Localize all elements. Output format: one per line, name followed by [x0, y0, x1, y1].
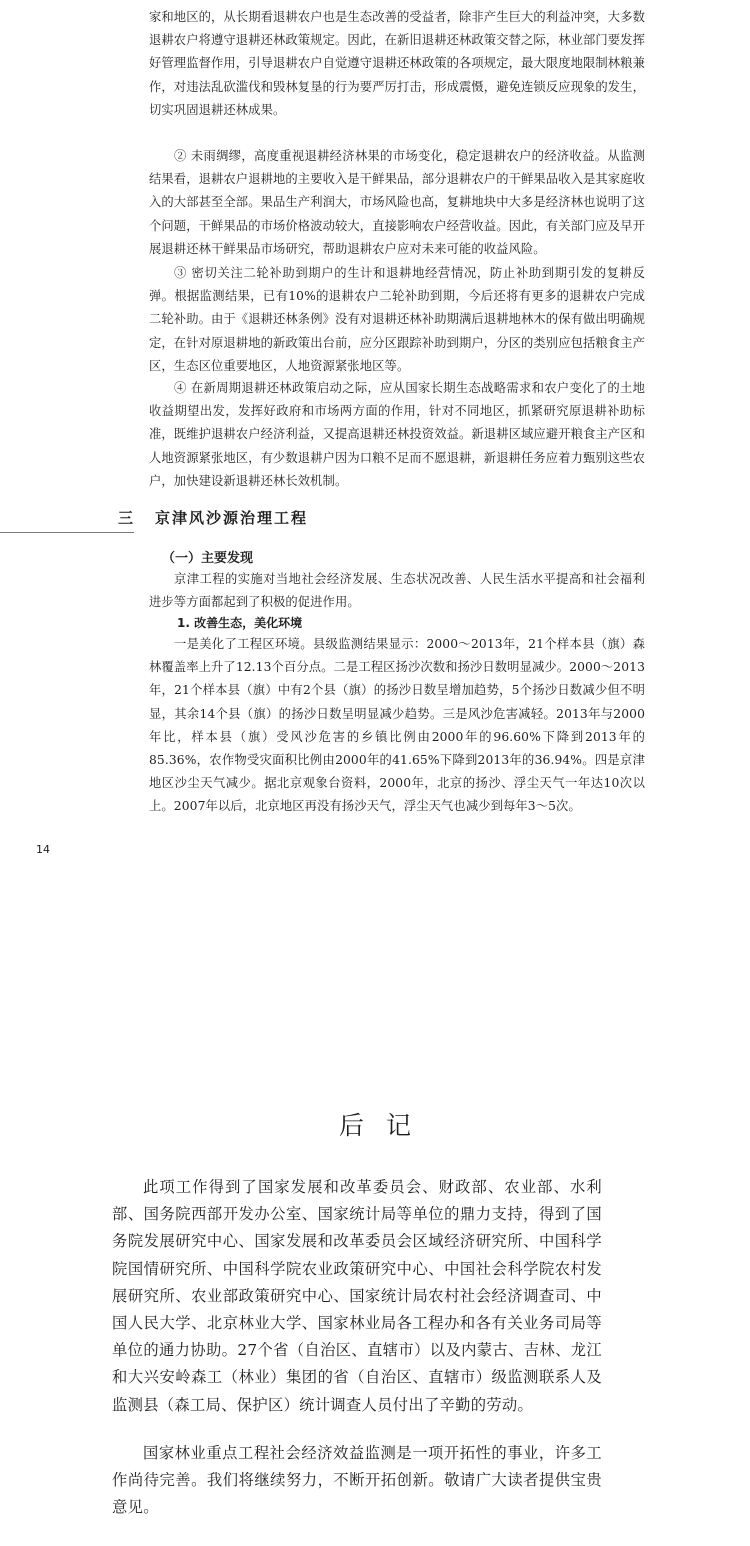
item-heading: 1. 改善生态，美化环境 [177, 616, 303, 630]
paragraph-market-risk: ② 未雨绸缪，高度重视退耕经济林果的市场变化，稳定退耕农户的经济收益。从监测结果看，退耕农户退耕地的主要收入是干鲜果品，部分退耕农户的干鲜果品收入是其家庭收入的大部甚至全部。果品生产利润大，市场风险也高，复耕地块中大多是经济林也说明了这个问题，干鲜果品的市场价格波动较大，直接影响农户经营收益。因此，有关部门应及早开展退耕还林干鲜果品市场研究，帮助退耕农户应对未来可能的收益风险。 [149, 149, 645, 256]
section-number: 三 [118, 509, 134, 527]
paragraph-subsidy-expiry: ③ 密切关注二轮补助到期户的生计和退耕地经营情况，防止补助到期引发的复耕反弹。根据监测结果，已有10%的退耕农户二轮补助到期，今后还将有更多的退耕农户完成二轮补助。由于《退耕还林条例》没有对退耕还林补助期满后退耕地林木的保有做出明确规定，在针对原退耕地的新政策出台前，应分区跟踪补助到期户，分区的类别应包括粮食主产区，生态区位重要地区，人地资源紧张地区等。 [149, 266, 645, 373]
paragraph-intro: 京津工程的实施对当地社会经济发展、生态状况改善、人民生活水平提高和社会福利进步等方面都起到了积极的促进作用。 [149, 572, 645, 610]
afterword-paragraph-1: 此项工作得到了国家发展和改革委员会、财政部、农业部、水利部、国务院西部开发办公室、国家统计局等单位的鼎力支持，得到了国务院发展研究中心、国家发展和改革委员会区域经济研究所、中国科学院国情研究所、中国科学院农业政策研究中心、中国社会科学院农村发展研究所、农业部政策研究中心、国家统计局农村社会经济调查司、中国人民大学、北京林业大学、国家林业局各工程办和各有关业务司局等单位的通力协助。27个省（自治区、直辖市）以及内蒙古、吉林、龙江和大兴安岭森工（林业）集团的省（自治区、直辖市）级监测联系人及监测县（森工局、保护区）统计调查人员付出了辛勤的劳动。 [112, 1178, 602, 1414]
subsection-heading: （一）主要发现 [162, 551, 254, 566]
paragraph-new-policy: ④ 在新周期退耕还林政策启动之际，应从国家长期生态战略需求和农户变化了的土地收益期望出发，发挥好政府和市场两方面的作用，针对不同地区，抓紧研究原退耕补助标准，既维护退耕农户经济利益，又提高退耕还林投资效益。新退耕区域应避开粮食主产区和人地资源紧张地区，有少数退耕户因为口粮不足而不愿退耕，新退耕任务应着力甄别这些农户，加快建设新退耕还林长效机制。 [149, 381, 645, 488]
afterword-title: 后记 [338, 1111, 433, 1140]
afterword-paragraph-2: 国家林业重点工程社会经济效益监测是一项开拓性的事业，许多工作尚待完善。我们将继续努力，不断开拓创新。敬请广大读者提供宝贵意见。 [112, 1444, 602, 1517]
afterword-page [0, 880, 750, 1546]
section-title: 京津风沙源治理工程 [155, 509, 309, 527]
page-number: 14 [36, 843, 50, 856]
paragraph-compliance: 家和地区的，从长期看退耕农户也是生态改善的受益者，除非产生巨大的利益冲突，大多数退耕农户将遵守退耕还林政策规定。因此，在新旧退耕还林政策交替之际，林业部门要发挥好管理监督作用，引导退耕农户自觉遵守退耕还林政策的各项规定，最大限度地限制林粮兼作，对违法乱砍滥伐和毁林复垦的行为要严厉打击，形成震慑，避免连锁反应现象的发生，切实巩固退耕还林成果。 [149, 10, 645, 117]
paragraph-ecology-findings: 一是美化了工程区环境。县级监测结果显示：2000～2013年，21个样本县（旗）森林覆盖率上升了12.13个百分点。二是工程区扬沙次数和扬沙日数明显减少。2000～2013年，21个样本县（旗）中有2个县（旗）的扬沙日数呈增加趋势，5个扬沙日数减少但不明显，其余14个县（旗）的扬沙日数呈明显减少趋势。三是风沙危害减轻。2013年与2000年比，样本县（旗）受风沙危害的乡镇比例由2000年的96.60%下降到2013年的85.36%，农作物受灾面积比例由2000年的41.65%下降到2013年的36.94%。四是京津地区沙尘天气减少。据北京观象台资料，2000年，北京的扬沙、浮尘天气一年达10次以上。2007年以后，北京地区再没有扬沙天气，浮尘天气也减少到每年3～5次。 [149, 637, 645, 814]
section-divider-line [0, 532, 134, 533]
